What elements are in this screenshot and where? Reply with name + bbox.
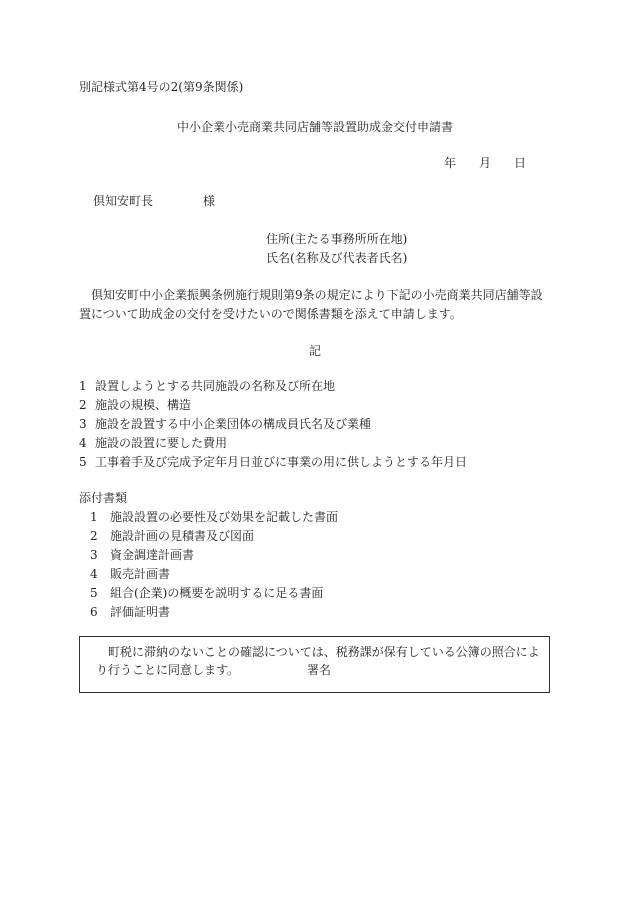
application-paragraph: 倶知安町中小企業振興条例施行規則第9条の規定により下記の小売商業共同店舗等設置について助成金の交付を受けたいので関係書類を添えて申請します。 [79, 288, 543, 321]
attachment-item [90, 547, 338, 566]
item-text: 工事着手及び完成予定年月日並びに事業の用に供しようとする年月日 [95, 455, 468, 469]
item-text: 施設の設置に要した費用 [95, 436, 228, 450]
addressee [93, 193, 215, 209]
attachment-number: 6 [90, 605, 98, 619]
consent-box [79, 636, 550, 693]
attachment-number: 1 [90, 510, 98, 524]
attachment-text: 資金調達計画書 [110, 548, 195, 562]
date-day: 日 [514, 156, 527, 170]
ki-heading: 記 [308, 344, 321, 358]
attachment-number: 5 [90, 586, 98, 600]
attachment-text: 組合(企業)の概要を説明するに足る書面 [110, 586, 324, 600]
item-text: 施設を設置する中小企業団体の構成員氏名及び業種 [95, 417, 372, 431]
attachment-text: 施設設置の必要性及び効果を記載した書面 [110, 510, 339, 524]
list-item [79, 397, 467, 416]
list-item [79, 416, 467, 435]
addressee-name: 倶知安町長 [93, 194, 154, 208]
applicant-name-label: 氏名(名称及び代表者氏名) [266, 251, 408, 265]
item-number: 3 [79, 417, 87, 431]
attachment-text: 評価証明書 [110, 605, 171, 619]
attachment-item [90, 566, 338, 585]
consent-text: 町税に滞納のないことの確認については、税務課が保有している公簿の照合により行うことに同意します。 [96, 645, 540, 677]
list-item [79, 454, 467, 473]
item-number: 2 [79, 398, 87, 412]
date-month: 月 [479, 156, 492, 170]
applicant-block [266, 231, 407, 269]
addressee-honorific: 様 [203, 194, 216, 208]
attachment-text: 施設計画の見積書及び図面 [110, 529, 255, 543]
consent-statement [96, 643, 546, 679]
attachment-number: 3 [90, 548, 98, 562]
attachment-item [90, 509, 338, 528]
item-number: 5 [79, 455, 87, 469]
item-number: 4 [79, 436, 87, 450]
attachment-item [90, 585, 338, 604]
attachment-text: 販売計画書 [110, 567, 171, 581]
list-item [79, 435, 467, 454]
item-list [79, 378, 467, 473]
document-title: 中小企業小売商業共同店舗等設置助成金交付申請書 [176, 120, 453, 134]
item-text: 施設の規模、構造 [95, 398, 192, 412]
attachments-title: 添付書類 [79, 491, 128, 505]
attachment-item [90, 604, 338, 623]
date-year: 年 [444, 156, 457, 170]
form-number: 別記様式第4号の2(第9条関係) [79, 80, 244, 94]
attachment-number: 2 [90, 529, 98, 543]
date-line [444, 155, 526, 171]
attachment-item [90, 528, 338, 547]
signature-label: 署名 [307, 663, 332, 677]
attachment-list [90, 509, 338, 623]
item-text: 設置しようとする共同施設の名称及び所在地 [95, 379, 336, 393]
applicant-address-label: 住所(主たる事務所所在地) [266, 232, 408, 246]
item-number: 1 [79, 379, 87, 393]
attachment-number: 4 [90, 567, 98, 581]
list-item [79, 378, 467, 397]
